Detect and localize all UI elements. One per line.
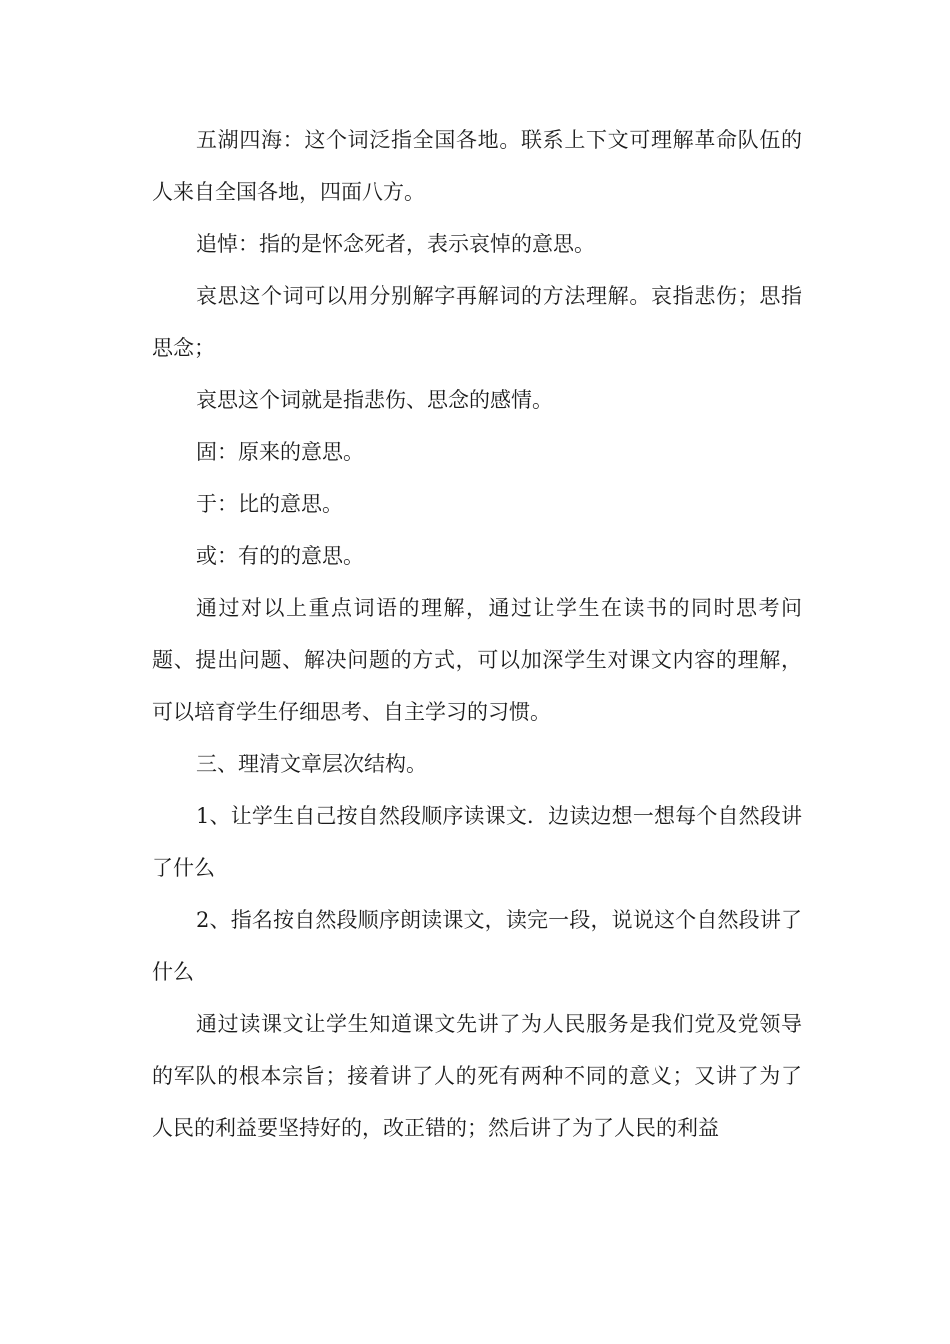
document-body xyxy=(152,114,802,1154)
paragraph: 固：原来的意思。 xyxy=(196,440,364,464)
list-item: 1、让学生自己按自然段顺序读课文．边读边想一想每个自然段讲了什么 xyxy=(152,804,802,880)
paragraph: 通过读课文让学生知道课文先讲了为人民服务是我们党及党领导的军队的根本宗旨；接着讲了人的死有两种不同的意义；又讲了为了人民的利益要坚持好的，改正错的；然后讲了为了人民的利益 xyxy=(152,1012,802,1140)
paragraph: 通过对以上重点词语的理解，通过让学生在读书的同时思考问题、提出问题、解决问题的方式，可以加深学生对课文内容的理解，可以培育学生仔细思考、自主学习的习惯。 xyxy=(152,596,802,724)
paragraph: 哀思这个词可以用分别解字再解词的方法理解。哀指悲伤；思指思念； xyxy=(152,284,802,360)
section-heading: 三、理清文章层次结构。 xyxy=(196,752,427,776)
paragraph: 五湖四海：这个词泛指全国各地。联系上下文可理解革命队伍的人来自全国各地，四面八方。 xyxy=(152,128,802,204)
paragraph: 或：有的的意思。 xyxy=(196,544,364,568)
list-item: 2、指名按自然段顺序朗读课文，读完一段，说说这个自然段讲了什么 xyxy=(152,908,802,984)
paragraph: 哀思这个词就是指悲伤、思念的感情。 xyxy=(196,388,553,412)
paragraph: 于：比的意思。 xyxy=(196,492,343,516)
paragraph: 追悼：指的是怀念死者，表示哀悼的意思。 xyxy=(196,232,595,256)
